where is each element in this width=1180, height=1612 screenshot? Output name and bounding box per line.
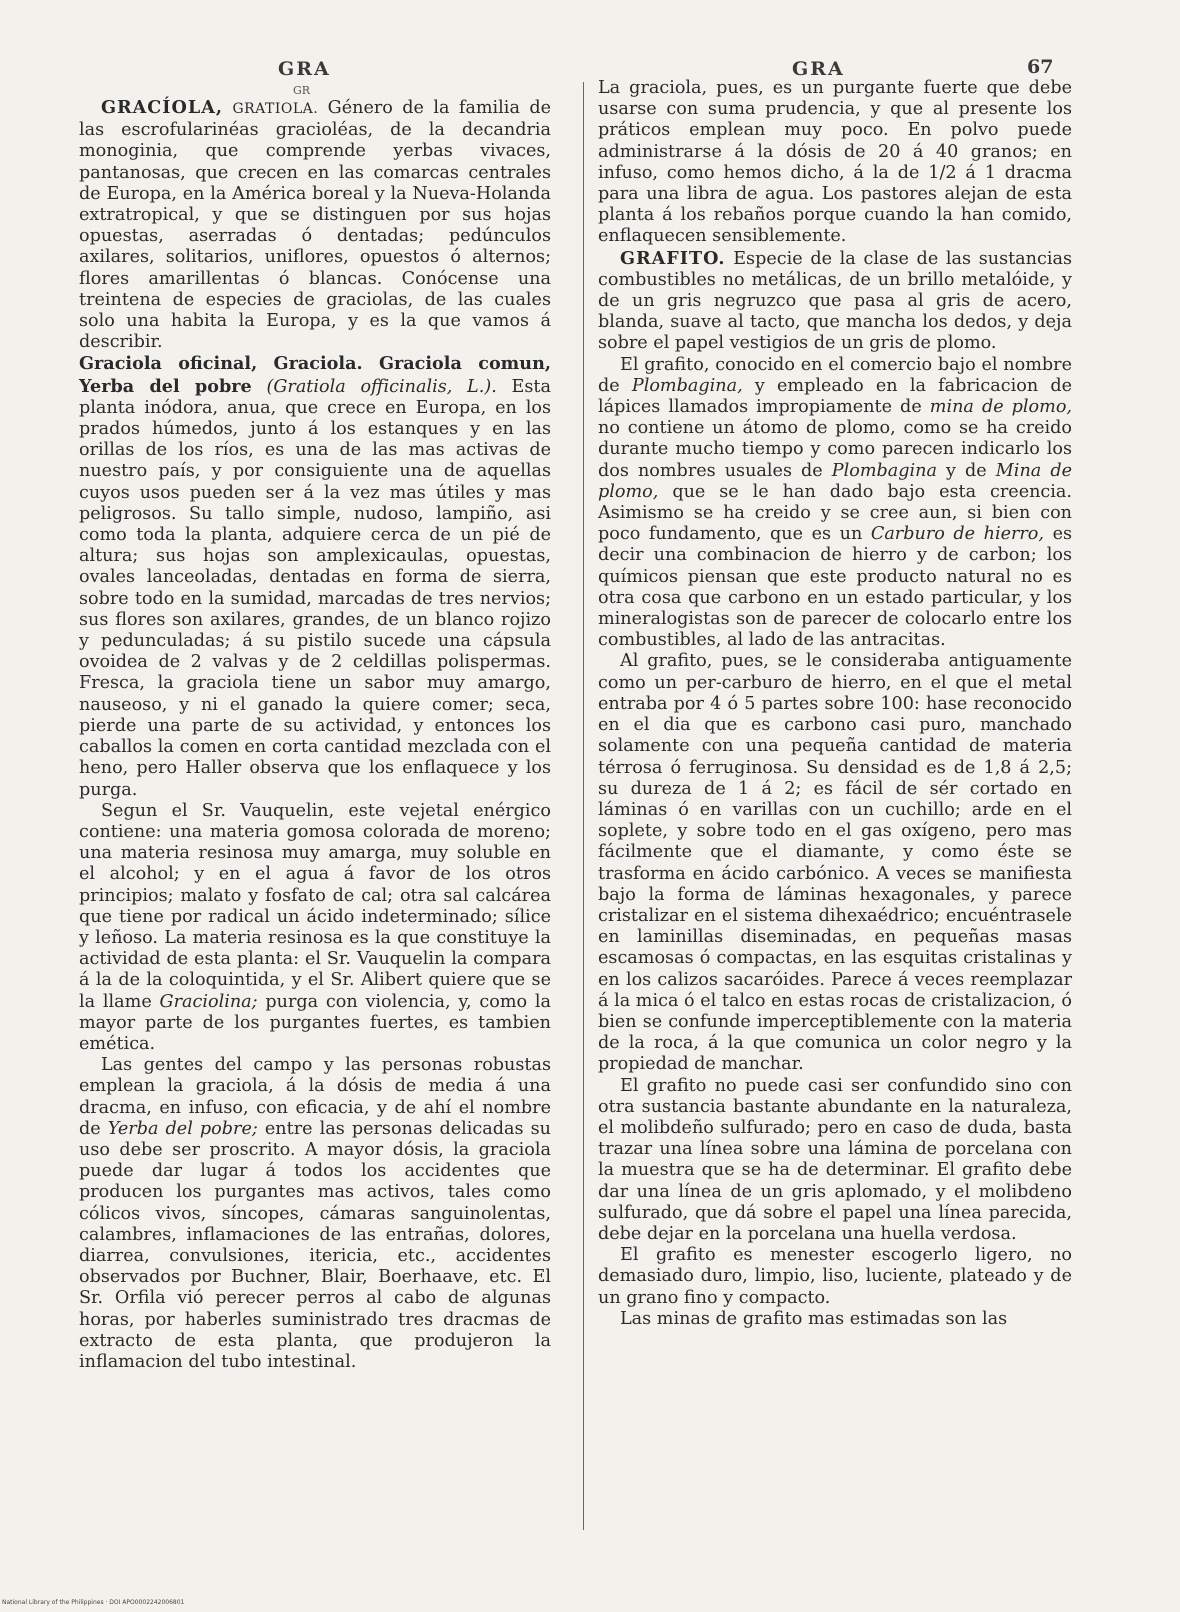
subentry-headword: Graciola oficinal, Graciola. Graciola comun, Yerba del pobre (79, 353, 551, 397)
italic-term: mina de plomo, (929, 397, 1073, 418)
paragraph-text: Las gentes del campo y las personas robustas emplean la graciola, á la dósis de media á una dracma, en infuso, con eficacia, y de ahí el nombre de (79, 1055, 551, 1139)
paragraph-text: que se le han dado bajo esta creencia. Asimismo se ha creido y se cree aun, si bien con poco fundamento, que es un (598, 481, 1072, 545)
subentry-text: Esta planta inódora, anua, que crece en Europa, en los prados húmedos, junto á los estanques y en las orillas de los ríos, es una de las mas activas de nuestro país, y por consiguiente una de aquellas cuyos usos pueden ser á la vez mas útiles y mas peligrosos. Su tallo simple, nudoso, lampiño, asi como toda la planta, adquiere cerca de un pié de altura; sus hojas son amplexicaulas, opuestas, ovales lanceoladas, dentadas en forma de sierra, sobre todo en la sumidad, marcadas de tres nervios; sus flores son axilares, grandes, de un blanco rojizo y pedunculadas; á su pistilo sucede una cápsula ovoidea de 2 valvas y de 2 celdillas polispermas. Fresca, la graciola tiene un sabor muy amargo, nauseoso, y ni el ganado la quiere comer; seca, pierde una parte de su actividad, y entonces los caballos la comen en corta cantidad mezclada con el heno, pero Haller observa que los enflaquece y los purga. (79, 376, 551, 800)
italic-term: Carburo de hierro, (870, 524, 1044, 545)
running-header-left: GRA (278, 58, 331, 80)
left-column (79, 97, 551, 1373)
italic-term: Graciolina; (159, 991, 258, 1012)
paragraph-text: entre las personas delicadas su uso debe ser proscrito. A mayor dósis, la graciola puede dar lugar á todos los accidentes que producen los purgantes mas activos, tales como cólicos vivos, síncopes, cámaras sanguinolentas, calambres, inflamaciones de las entrañas, dolores, diarrea, convulsiones, itericia, etc., accidentes observados por Buchner, Blair, Boerhaave, etc. El Sr. Orfila vió perecer perros al cabo de algunas horas, por haberles suministrado tres dracmas de extracto de esta planta, que produjeron la inflamacion del tubo intestinal. (79, 1118, 551, 1372)
entry-headword: GRAFITO. (620, 247, 726, 269)
italic-term: Plombagina, (631, 375, 743, 396)
paragraph-usage (79, 1055, 551, 1373)
paragraph-text: es decir una combinacion de hierro y de carbon; los químicos piensan que este producto natural no es otra cosa que carbono en un estado particular, y los mineralogistas son de parecer de colocarlo entre los combustibles, al lado de las antracitas. (598, 524, 1073, 651)
running-subheader-left: GR (293, 84, 311, 97)
library-footer: National Library of the Philippines · DOI APO0002242006801 (2, 1599, 185, 1606)
italic-term: Plombagina (831, 460, 937, 481)
subentry-latin: (Gratiola officinalis, L.). (266, 376, 497, 397)
paragraph-vauquelin (79, 801, 551, 1055)
paragraph-text: y empleado en la fabricacion de lápices llamados impropiamente de (598, 375, 1073, 418)
entry-text: Género de la familia de las escrofularinéas gracioléas, de la decandria monoginia, que comprende yerbas vivaces, pantanosas, que crecen en las comarcas centrales de Europa, en la América boreal y la Nueva-Holanda extratropical, y que se distinguen por sus hojas opuestas, aserradas ó dentadas; pedúnculos axilares, solitarios, uniflores, opuestos ó alternos; flores amarillentas ó blancas. Conócense una treintena de especies de graciolas, de las cuales solo una habita la Europa, y es la que vamos á describir. (79, 98, 552, 353)
entry-grafito (598, 248, 1072, 355)
italic-term: Yerba del pobre; (107, 1118, 258, 1139)
entry-text: Especie de la clase de las sustancias combustibles no metálicas, de un brillo metalóide, y de un gris negruzco que pasa al gris de acero, blanda, suave al tacto, que mancha los dedos, y deja sobre el papel vestigios de un gris de plomo. (598, 248, 1073, 354)
paragraph-text: Segun el Sr. Vauquelin, este vejetal enérgico contiene: una materia gomosa colorada de moreno; una materia resinosa muy amarga, muy soluble en el alcohol; y en el agua á favor de los otros principios; malato y fosfato de cal; otra sal calcárea que tiene por radical un ácido indeterminado; sílice y leñoso. La materia resinosa es la que constituye la actividad de esta planta: el Sr. Vauquelin la compara á la de la coloquintida, y el Sr. Alibert quiere que se la llame (79, 800, 551, 1012)
right-column (598, 78, 1072, 1330)
paragraph-text: El grafito, conocido en el comercio bajo el nombre de (598, 354, 1072, 396)
paragraph-plombagina (598, 355, 1072, 652)
paragraph-escoger: El grafito es menester escogerlo ligero, no demasiado duro, limpio, liso, luciente, plateado y de un grano fino y compacto. (598, 1245, 1072, 1308)
paragraph-minas: Las minas de grafito mas estimadas son las (620, 1308, 1008, 1329)
entry-latin-headword: GRATIOLA. (232, 101, 319, 117)
paragraph-graciola-cont: La graciola, pues, es un purgante fuerte que debe usarse con suma prudencia, y que al presente los práticos emplean muy poco. En polvo puede administrarse á la dósis de 20 á 40 granos; en infuso, como hemos dicho, á la de 1/2 á 1 dracma para una libra de agua. Los pastores alejan de esta planta á los rebaños porque cuando la han comido, enflaquecen sensiblemente. (598, 78, 1072, 247)
italic-term: Mina de plomo, (598, 460, 1072, 502)
paragraph-percarburo: Al grafito, pues, se le consideraba antiguamente como un per-carburo de hierro, en el que el metal entraba por 4 ó 5 partes sobre 100: hase reconocido en el dia que es carbono casi puro, manchado solamente con una pequeña cantidad de materia térrosa ó ferruginosa. Su densidad es de 1,8 á 2,5; su dureza de 1 á 2; es fácil de sér cortado en láminas ó en varillas con un cuchillo; arde en el soplete, y sobre todo en el gas oxígeno, pero mas fácilmente que el diamante, y como éste se trasforma en ácido carbónico. A veces se manifiesta bajo la forma de láminas hexagonales, y parece cristalizar en el sistema dihexaédrico; encuéntrasele en laminillas diseminadas, en pequeñas masas escamosas ó compactas, en las esquitas cristalinas y en los calizos sacaróides. Parece á veces reemplazar á la mica ó el talco en estas rocas de cristalizacion, ó bien se confunde imperceptiblemente con la materia de la roca, á la que comunica un color negro y la propiedad de manchar. (598, 651, 1072, 1075)
entry-graciola-oficinal (79, 353, 551, 800)
entry-graciola (79, 97, 551, 353)
paragraph-text: y de (946, 460, 987, 481)
paragraph-molibdeno: El grafito no puede casi ser confundido sino con otra sustancia bastante abundante en la naturaleza, el molibdeño sulfurado; pero en caso de duda, basta trazar una línea sobre una lámina de porcelana con la muestra que se ha de determinar. El grafito debe dar una línea de un gris aplomado, y el molibdeno sulfurado, que dá sobre el papel una línea parecida, debe dejar en la porcelana una huella verdosa. (598, 1075, 1072, 1244)
paragraph-text: no contiene un átomo de plomo, como se ha creido durante mucho tiempo y como parecen indicarlo los dos nombres usuales de (598, 418, 1072, 481)
page-number: 67 (1027, 56, 1054, 78)
entry-headword: GRACÍOLA, (101, 97, 224, 118)
running-header-right: GRA (792, 58, 845, 80)
paragraph-text: purga con violencia, y, como la mayor parte de los purgantes fuertes, es tambien emética. (79, 991, 551, 1054)
column-divider (583, 82, 584, 1530)
